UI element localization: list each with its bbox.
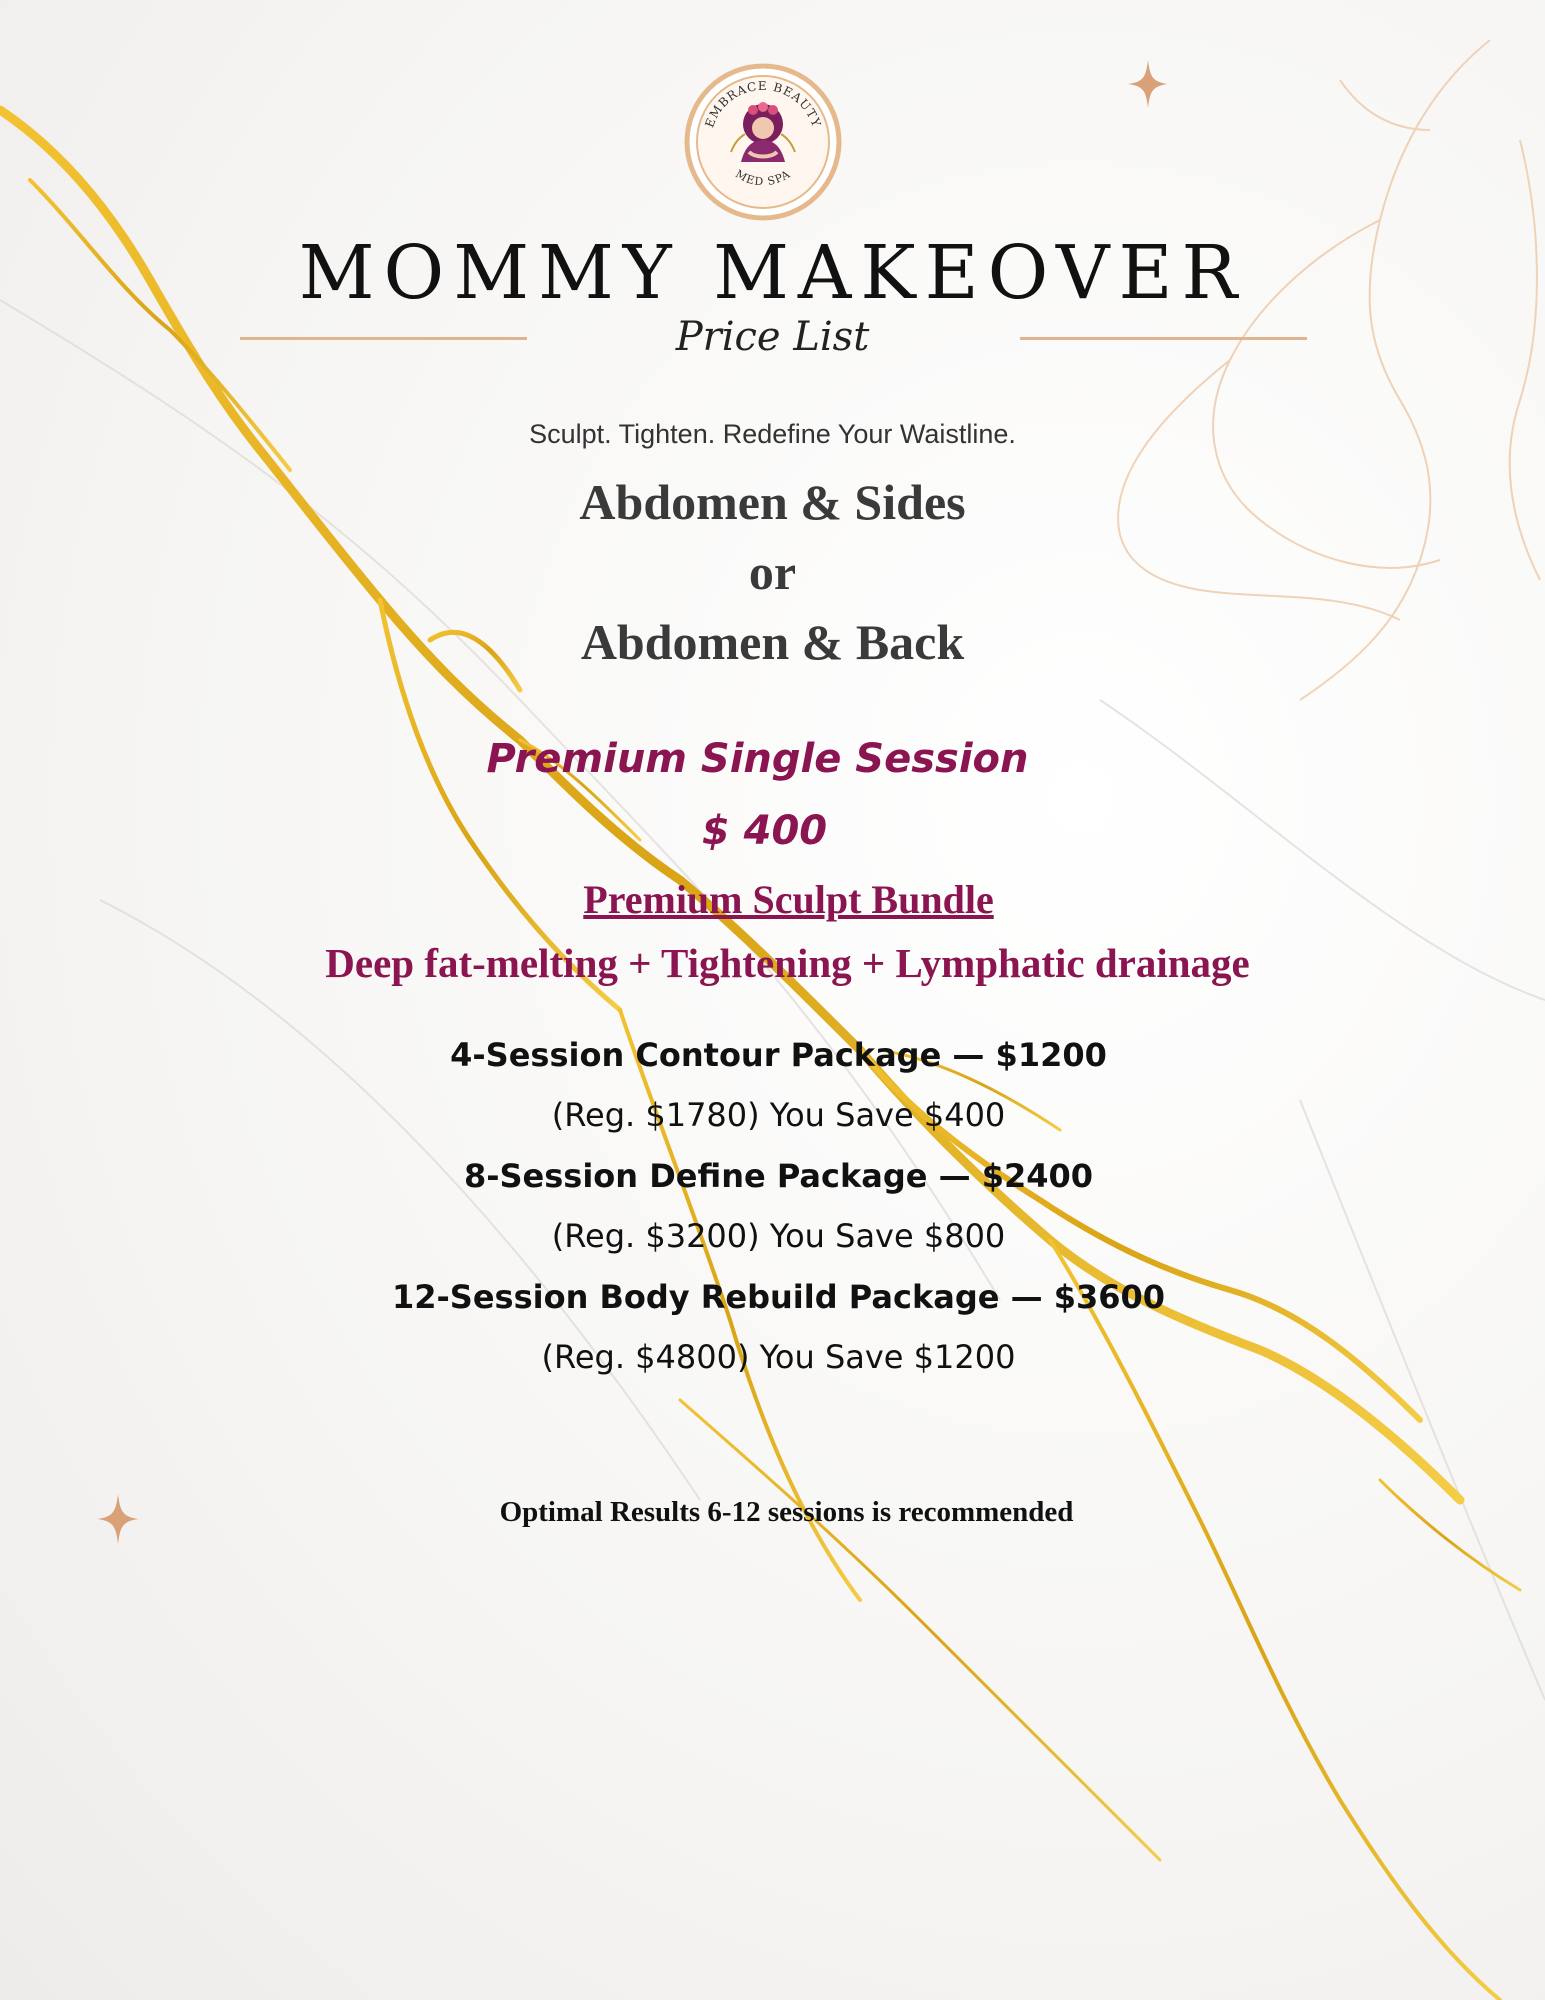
package-name: 12-Session Body Rebuild Package — $3600 [391, 1278, 1166, 1316]
single-session-label: Premium Single Session [486, 736, 1029, 782]
package-regular-price: (Reg. $4800) You Save $1200 [541, 1338, 1016, 1376]
page-title: MOMMY MAKEOVER [298, 230, 1247, 316]
area-option-1: Abdomen & Sides [579, 474, 966, 530]
bundle-description: Deep fat-melting + Tightening + Lymphatic drainage [325, 940, 1250, 986]
area-option-2: Abdomen & Back [580, 614, 965, 670]
logo-bottom-text: MED SPA [733, 167, 793, 189]
bundle-label: Premium Sculpt Bundle [583, 877, 994, 922]
price-list-subtitle: Price List [675, 314, 870, 360]
sparkle-icon [1128, 60, 1168, 108]
package-regular-price: (Reg. $3200) You Save $800 [551, 1217, 1006, 1255]
package-name: 8-Session Define Package — $2400 [463, 1157, 1094, 1195]
single-session-price: $ 400 [701, 808, 828, 854]
area-separator: or [748, 544, 797, 600]
logo-top-text: EMBRACE BEAUTY [702, 78, 824, 130]
recommendation-note: Optimal Results 6-12 sessions is recommended [499, 1496, 1074, 1528]
package-regular-price: (Reg. $1780) You Save $400 [551, 1096, 1006, 1134]
logo-emblem [683, 62, 843, 222]
tagline: Sculpt. Tighten. Redefine Your Waistline. [529, 419, 1016, 449]
package-name: 4-Session Contour Package — $1200 [450, 1036, 1107, 1074]
